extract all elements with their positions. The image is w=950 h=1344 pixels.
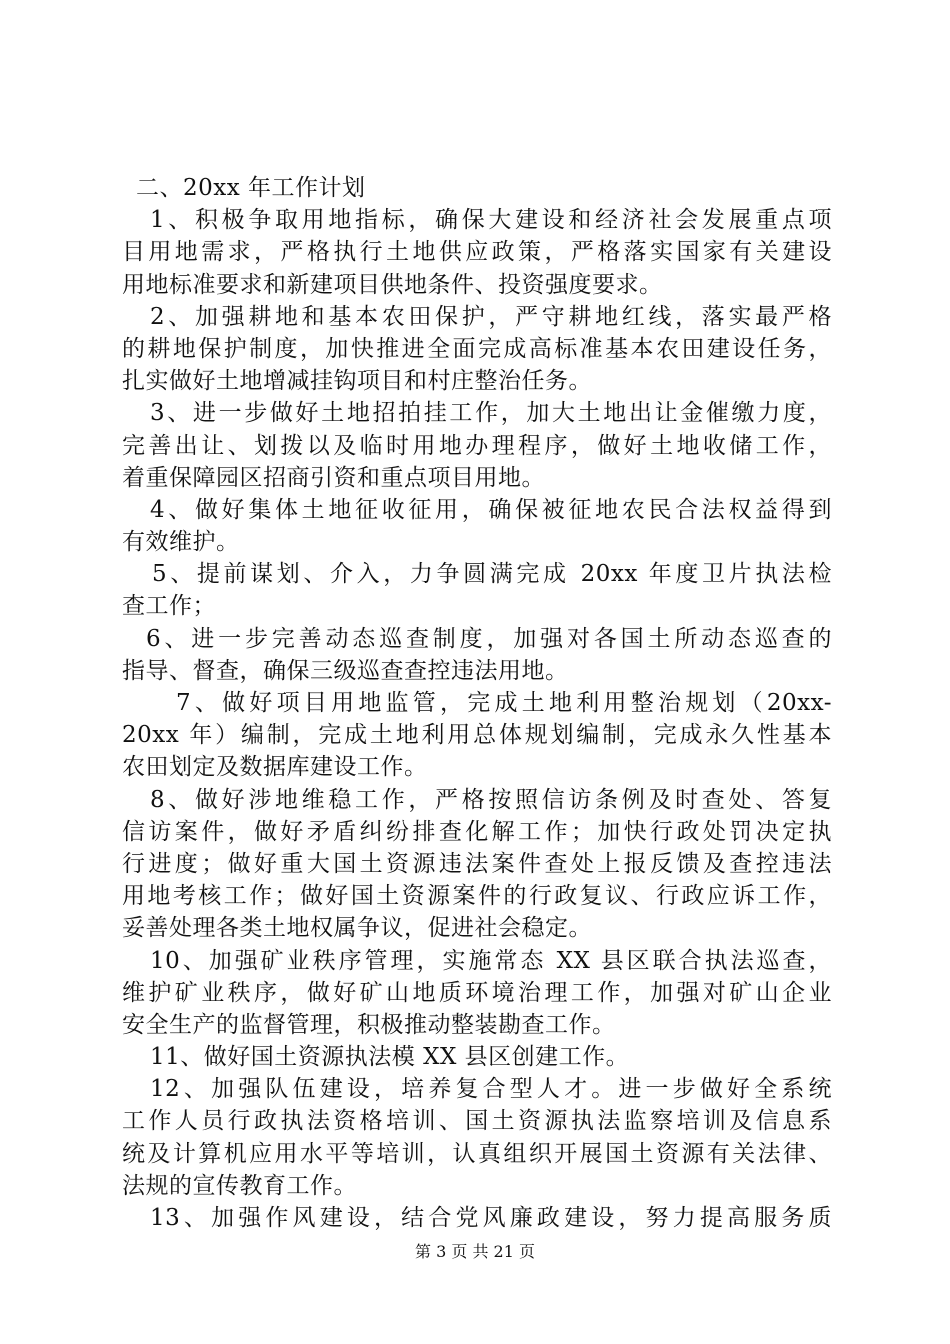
text-line: 用地考核工作；做好国土资源案件的行政复议、行政应诉工作，	[122, 883, 832, 910]
text-line: 信访案件，做好矛盾纠纷排查化解工作；加快行政处罚决定执	[122, 818, 832, 845]
text-line: 1、积极争取用地指标，确保大建设和经济社会发展重点项	[150, 207, 832, 234]
text-line: 的耕地保护制度，加快推进全面完成高标准基本农田建设任务，	[122, 335, 832, 362]
text-line: 查工作；	[122, 593, 216, 620]
text-line: 目用地需求，严格执行土地供应政策，严格落实国家有关建设	[122, 239, 832, 266]
text-line: 13、加强作风建设，结合党风廉政建设，努力提高服务质	[150, 1205, 832, 1231]
text-line: 11、做好国土资源执法模 XX 县区创建工作。	[150, 1044, 630, 1071]
page-footer: 第 3 页 共 21 页	[415, 1242, 535, 1261]
text-line: 着重保障园区招商引资和重点项目用地。	[122, 464, 545, 491]
text-line: 3、进一步做好土地招拍挂工作，加大土地出让金催缴力度，	[150, 400, 832, 427]
text-line: 扎实做好土地增减挂钩项目和村庄整治任务。	[122, 368, 592, 395]
text-line: 有效维护。	[122, 529, 240, 556]
text-line: 法规的宣传教育工作。	[122, 1172, 357, 1199]
text-line: 工作人员行政执法资格培训、国土资源执法监察培训及信息系	[122, 1108, 832, 1135]
text-line: 6、进一步完善动态巡查制度，加强对各国土所动态巡查的	[146, 625, 832, 652]
text-line: 安全生产的监督管理，积极推动整装勘查工作。	[122, 1011, 616, 1038]
text-line: 用地标准要求和新建项目供地条件、投资强度要求。	[122, 271, 663, 298]
text-line: 行进度；做好重大国土资源违法案件查处上报反馈及查控违法	[122, 850, 832, 877]
text-line: 二、20xx 年工作计划	[136, 175, 366, 201]
text-line: 2、加强耕地和基本农田保护，严守耕地红线，落实最严格	[150, 303, 832, 330]
text-line: 10、加强矿业秩序管理，实施常态 XX 县区联合执法巡查，	[150, 947, 832, 974]
document-body	[122, 172, 832, 1234]
text-line: 8、做好涉地维稳工作，严格按照信访条例及时查处、答复	[150, 786, 832, 813]
text-line: 12、加强队伍建设，培养复合型人才。进一步做好全系统	[150, 1076, 832, 1103]
text-line: 7、做好项目用地监管，完成土地利用整治规划（20xx-	[176, 690, 832, 716]
text-line: 20xx 年）编制，完成土地利用总体规划编制，完成永久性基本	[122, 722, 832, 749]
text-line: 维护矿业秩序，做好矿山地质环境治理工作，加强对矿山企业	[122, 979, 832, 1006]
text-line: 妥善处理各类土地权属争议，促进社会稳定。	[122, 915, 592, 942]
text-line: 统及计算机应用水平等培训，认真组织开展国土资源有关法律、	[122, 1140, 832, 1167]
text-line: 5、提前谋划、介入，力争圆满完成 20xx 年度卫片执法检	[152, 561, 832, 588]
text-line: 4、做好集体土地征收征用，确保被征地农民合法权益得到	[150, 496, 832, 523]
text-line: 指导、督查，确保三级巡查查控违法用地。	[122, 657, 569, 684]
text-line: 农田划定及数据库建设工作。	[122, 754, 428, 781]
text-line: 完善出让、划拨以及临时用地办理程序，做好土地收储工作，	[122, 432, 832, 459]
